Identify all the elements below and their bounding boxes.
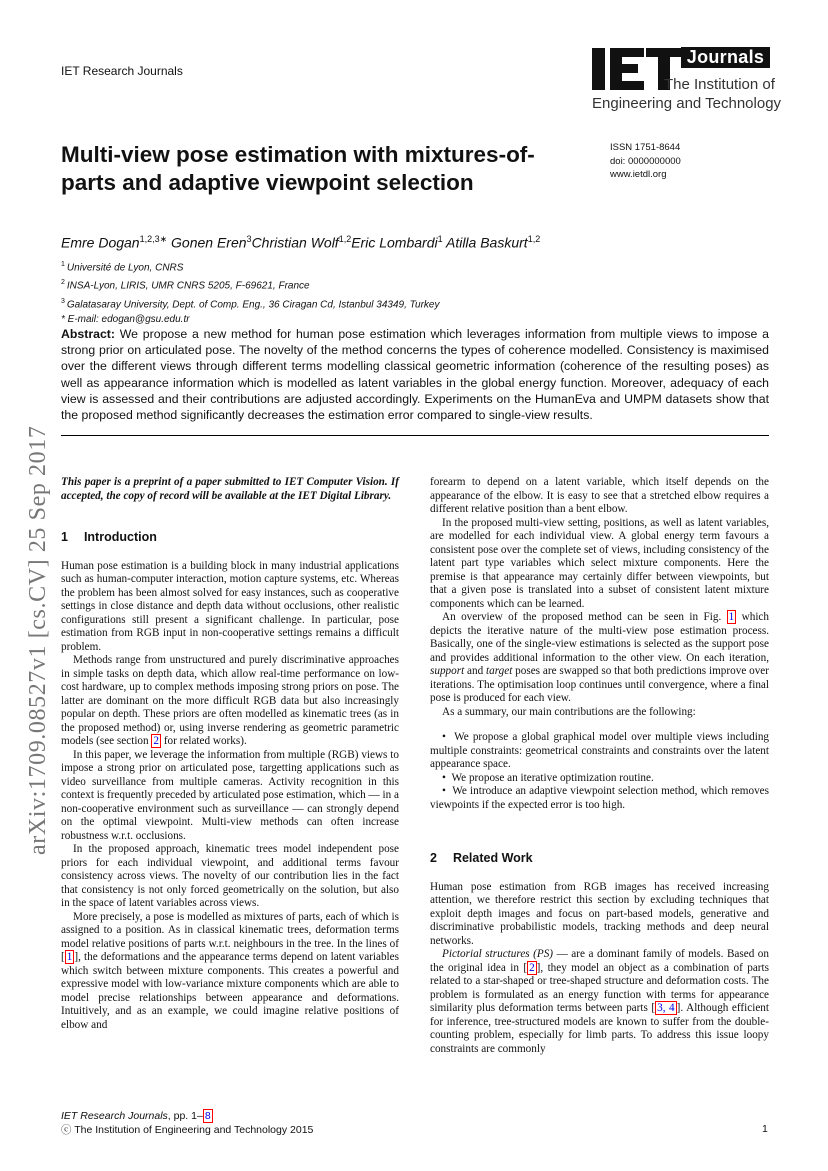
section-heading-related-work: 2 Related Work <box>430 851 533 865</box>
abstract <box>61 326 769 423</box>
paragraph: In this paper, we leverage the information from multiple (RGB) views to impose a strong prior on articulated pose, targetting applications such as video surveillance from multiple cameras. Activity recognition in this context is frequently preceded by articulated pose estimation, which — in a non-cooperative environment such as surveillance — can strongly depend on the optimal viewpoint. Multi-view methods can often increase robustness w.r.t. occlusions. <box>61 748 400 842</box>
abstract-text: We propose a new method for human pose estimation which leverages information from multiple views to impose a strong prior on articulated pose. The novelty of the method concerns the types of coherence modelled. Consistency is maximised over the different views through different terms modelling classical geometric information (coherence of the resulting poses) as well as appearance information which is modelled as latent variables in the global energy function. Moreover, adequacy of each view is assessed and their contributions are adjusted accordingly. Experiments on the HumanEva and UMPM datasets show that the proposed method significantly decreases the estimation error compared to single-view results. <box>61 327 769 423</box>
page-footer <box>61 1109 313 1137</box>
journals-badge: Journals <box>681 47 770 68</box>
author-name: Atilla Baskurt <box>445 234 528 251</box>
issn: ISSN 1751-8644 <box>610 142 681 153</box>
doi: doi: 0000000000 <box>610 155 681 167</box>
section-reference-link[interactable]: 2 <box>153 735 160 747</box>
paragraph: In the proposed multi-view setting, positions, as well as latent variables, are modelled for each individual view. A global energy term favours a consistent pose over the complete set of views, including consistency of the latent part type variables which select mixture components. Here the premise is that appearance may certainly differ between viewpoints, but that a given pose is translated into a subset of consistent latent mixture components which can be learned. <box>430 516 769 610</box>
affiliation-item: $^1$ Université de Lyon, CNRS <box>61 261 184 274</box>
citation-link[interactable]: 2 <box>529 961 535 974</box>
abstract-label: Abstract: <box>61 327 115 341</box>
author-affiliation-mark: 1,2 <box>527 234 541 244</box>
page-number: 1 <box>762 1123 768 1135</box>
arxiv-identifier[interactable]: arXiv:1709.08527v1 [cs.CV] 25 Sep 2017 <box>25 425 51 855</box>
right-column <box>430 476 769 1056</box>
paragraph: forearm to depend on a latent variable, which itself depends on the appearance of the elbow. It is easy to see that a stretched elbow requires a different relative position than a bent elbow. <box>430 476 769 515</box>
author-name: Christian Wolf <box>251 234 339 251</box>
author-affiliation-mark: 1,2 <box>338 234 352 244</box>
paper-title: Multi-view pose estimation with mixtures-of-parts and adaptive viewpoint selection <box>61 142 535 195</box>
institution-name-line2: Engineering and Technology <box>592 95 782 112</box>
paragraph: As a summary, our main contributions are the following: <box>442 705 696 718</box>
paragraph: Human pose estimation from RGB images has received increasing attention, we therefore restrict this section by excluding techniques that exploit depth images and focus on part-based models, generative and discriminative probabilistic models, tracking methods and deep neural networks. <box>430 880 769 947</box>
author-name: Gonen Eren <box>171 234 247 251</box>
citation-link[interactable]: 1 <box>66 951 73 963</box>
paragraph: More precisely, a pose is modelled as mixtures of parts, each of which is assigned to a position. As in classical kinematic trees, deformation terms model relative positions of parts w.r.t. neighbours in the tree. In the lines of [ 1 ], the deformations and the appearance terms depend on latent variables which switch between mixture components. This creates a powerful and expressive model with low-variance mixture components which are able to model precise relationships between appearance and deformations. Intuitively, and as an example, we could imagine relative positions of elbow and <box>61 910 399 1031</box>
author-affiliation-mark: 1,2,3∗ <box>139 234 168 244</box>
header-divider <box>61 435 769 436</box>
contribution-bullet: • We propose a global graphical model over multiple views including multiple constraints: geometrical constraints and constraints over the latent appearance space. <box>430 731 770 770</box>
paragraph: An overview of the proposed method can be seen in Fig. 1 which depicts the iterative nature of the multi-view pose estimation process. Basically, one of the single-view estimations is selected as the support pose and provides additional information to the other view. On each iteration, support and target poses are swapped so that both predictions improve over iterations. The optimisation loop continues until convergence, where a final pose is produced for each view. <box>430 611 769 704</box>
author-name: Emre Dogan <box>61 234 140 251</box>
paragraph: Methods range from unstructured and purely discriminative approaches in simple tasks on depth data, which allow real-time performance on low-cost hardware, up to complex methods imposing strong priors on pose. The latter are dominant on the more difficult RGB data but also increasingly popular on depth. These priors are often modelled as kinematic trees (as in the proposed method) or, using inverse rendering as geometric parametric models (see section 2 for related works). <box>61 654 399 747</box>
affiliation-item: $^3$ Galatasaray University, Dept. of Comp. Eng., 36 Ciragan Cd, Istanbul 34349, Turkey <box>61 297 440 310</box>
author-name: Eric Lombardi <box>351 234 438 251</box>
journal-header: IET Research Journals <box>61 64 183 78</box>
contribution-bullet: • We propose an iterative optimization routine. <box>442 771 654 784</box>
left-column <box>61 476 399 1032</box>
corresponding-email: * E-mail: edogan@gsu.edu.tr <box>61 313 190 325</box>
page-range-link[interactable]: 8 <box>204 1110 211 1122</box>
paragraph: Human pose estimation is a building block in many industrial applications such as human-computer interaction, motion capture systems, etc. Whereas the problem has been almost solved for easy instances, such as cooperative settings in close distance and depth data without occlusions, other realistic configurations still present a significant challenge. In particular, pose estimation from RGB input in non-cooperative settings remains a difficult problem. <box>61 559 399 653</box>
affiliation-item: $^2$ INSA-Lyon, LIRIS, UMR CNRS 5205, F-69621, France <box>61 279 310 292</box>
paragraph: In the proposed approach, kinematic trees model independent pose priors for each individual viewpoint, and additional terms favour consistency across views. The novelty of our contribution lies in the fact that consistency is not only forced geometrically on the solution, but also in the space of latent variables across views. <box>61 843 399 909</box>
section-heading-introduction: 1 Introduction <box>61 530 157 544</box>
contribution-bullet: • We introduce an adaptive viewpoint selection method, which removes viewpoints if the expected error is too high. <box>430 785 769 811</box>
footer-copyright: ⓒ The Institution of Engineering and Technology 2015 <box>61 1124 314 1136</box>
preprint-note: This paper is a preprint of a paper submitted to IET Computer Vision. If accepted, the copy of record will be available at the IET Digital Library. <box>61 476 399 502</box>
figure-reference-link[interactable]: 1 <box>728 611 735 623</box>
journal-url[interactable]: www.ietdl.org <box>610 169 667 180</box>
institution-name-line1: The Institution of <box>664 76 775 93</box>
issn-block <box>610 141 681 182</box>
author-list <box>61 234 540 251</box>
author-affiliation-mark: 3 <box>246 234 252 244</box>
footer-journal-line: IET Research Journals, pp. 1– 8 <box>61 1110 211 1122</box>
affiliations <box>61 257 440 327</box>
citation-link[interactable]: 3, 4 <box>657 1002 675 1014</box>
author-affiliation-mark: 1 <box>437 234 443 244</box>
paragraph: Pictorial structures (PS) — are a dominant family of models. Based on the original idea in [ 2 ], they model an object as a combination of parts related to a star-shaped or tree-shaped structure and deformation costs. The problem is formulated as an energy function with terms for appearance similarity plus deformation terms between parts [ 3, 4 ]. Although efficient for inference, tree-structured models are known to suffer from the double-counting problem, especially for limb parts. To address this issue loopy constraints are commonly <box>430 948 769 1055</box>
